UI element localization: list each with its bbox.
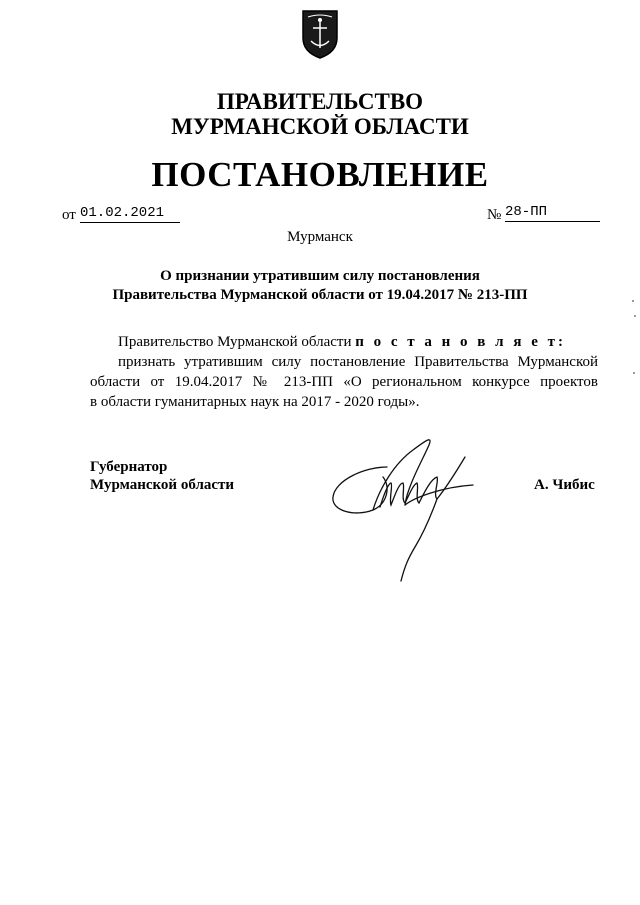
subject-line1: О признании утратившим силу постановления bbox=[160, 268, 480, 284]
body-intro-text: Правительство Мурманской области bbox=[118, 334, 352, 350]
body-text-line3: в области гуманитарных наук на 2017 - 2020 годы». bbox=[90, 394, 420, 410]
scan-artifact bbox=[633, 372, 635, 374]
scan-artifact bbox=[634, 315, 636, 317]
signatory-name: А. Чибис bbox=[534, 477, 595, 493]
city-name: Мурманск bbox=[287, 229, 353, 245]
handwritten-signature-icon bbox=[325, 425, 485, 590]
body-text-line1: признать утратившим силу постановление Правительства Мурманской bbox=[118, 354, 598, 370]
date-value: 01.02.2021 bbox=[80, 205, 180, 223]
body-text-line2: области от 19.04.2017 № 213-ПП «О региональном конкурсе проектов bbox=[90, 374, 598, 390]
number-prefix: № bbox=[487, 207, 502, 223]
signatory-position-line2: Мурманской области bbox=[90, 477, 235, 493]
date-prefix: от bbox=[62, 207, 76, 223]
body-intro bbox=[118, 332, 566, 352]
subject-line2: Правительства Мурманской области от 19.04.2017 № 213-ПП bbox=[112, 287, 528, 303]
signatory-position-line1: Губернатор bbox=[90, 459, 168, 475]
body-decrees-word: п о с т а н о в л я е т: bbox=[355, 334, 566, 350]
number-value: 28-ПП bbox=[505, 204, 600, 222]
organization-name-line1: ПРАВИТЕЛЬСТВО bbox=[216, 89, 424, 114]
scan-artifact bbox=[632, 300, 634, 302]
document-title: ПОСТАНОВЛЕНИЕ bbox=[151, 155, 489, 194]
coat-of-arms-icon bbox=[300, 8, 340, 60]
organization-name-line2: МУРМАНСКОЙ ОБЛАСТИ bbox=[171, 114, 469, 139]
